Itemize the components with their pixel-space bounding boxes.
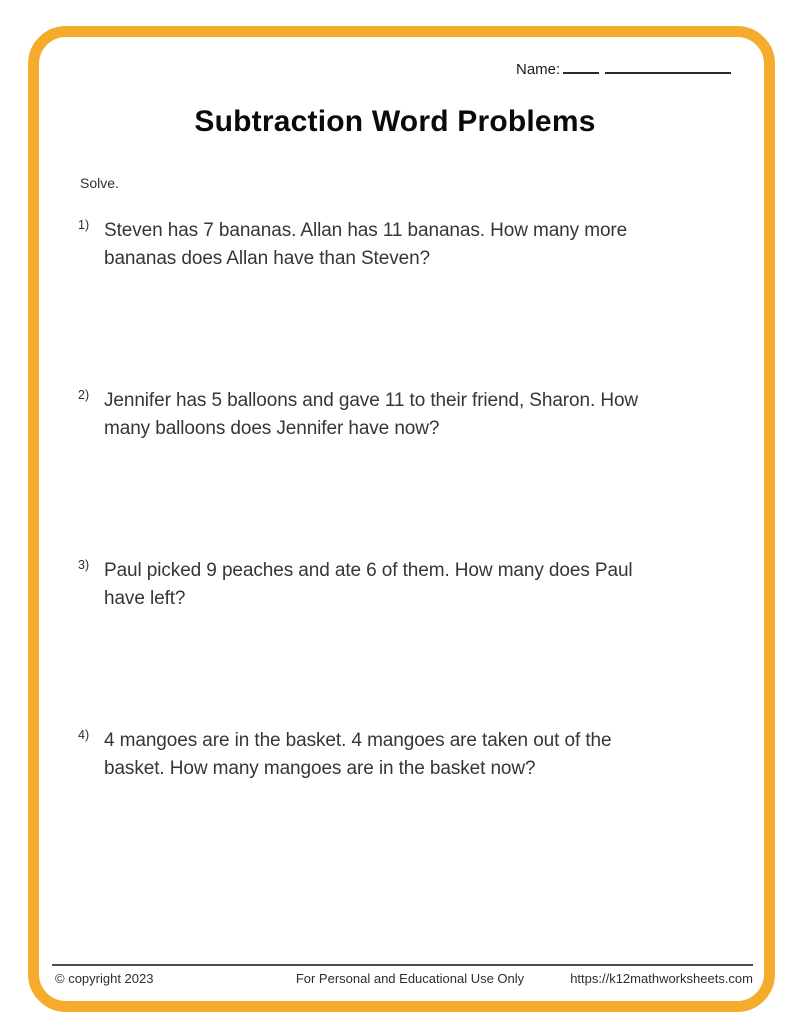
problem-text-line: 4 mangoes are in the basket. 4 mangoes are taken out of the (104, 730, 612, 751)
problem-item-4 (78, 727, 611, 783)
problem-text-line: Paul picked 9 peaches and ate 6 of them. How many does Paul (104, 560, 633, 581)
footer-url: https://k12mathworksheets.com (570, 971, 753, 986)
name-label: Name: (516, 61, 561, 78)
problem-number: 1) (78, 218, 90, 232)
problem-number: 4) (78, 728, 90, 742)
problem-item-2 (78, 387, 638, 443)
name-blank-line-long (605, 59, 731, 74)
problem-text-line: have left? (104, 588, 186, 609)
page-border-frame (28, 26, 775, 1012)
problem-text-line: many balloons does Jennifer have now? (104, 418, 440, 439)
name-field-row (516, 59, 731, 78)
footer-usage-note: For Personal and Educational Use Only (295, 971, 525, 986)
problem-item-1 (78, 217, 627, 273)
instruction-text: Solve. (80, 175, 119, 191)
page-title: Subtraction Word Problems (194, 105, 596, 138)
problem-text-line: bananas does Allan have than Steven? (104, 248, 430, 269)
footer (0, 971, 800, 991)
problem-text-line: basket. How many mangoes are in the basket now? (104, 758, 536, 779)
problem-text (104, 217, 627, 273)
problem-text (104, 387, 638, 443)
problem-number: 3) (78, 558, 90, 572)
name-blank-line-short (563, 59, 599, 74)
problem-text (104, 727, 611, 783)
footer-divider (52, 964, 753, 966)
problem-text-line: Steven has 7 bananas. Allan has 11 bananas. How many more (104, 220, 628, 241)
problem-item-3 (78, 557, 633, 613)
problem-text (104, 557, 633, 613)
problem-text-line: Jennifer has 5 balloons and gave 11 to their friend, Sharon. How (104, 390, 639, 411)
problem-number: 2) (78, 388, 90, 402)
footer-copyright: © copyright 2023 (55, 971, 154, 986)
